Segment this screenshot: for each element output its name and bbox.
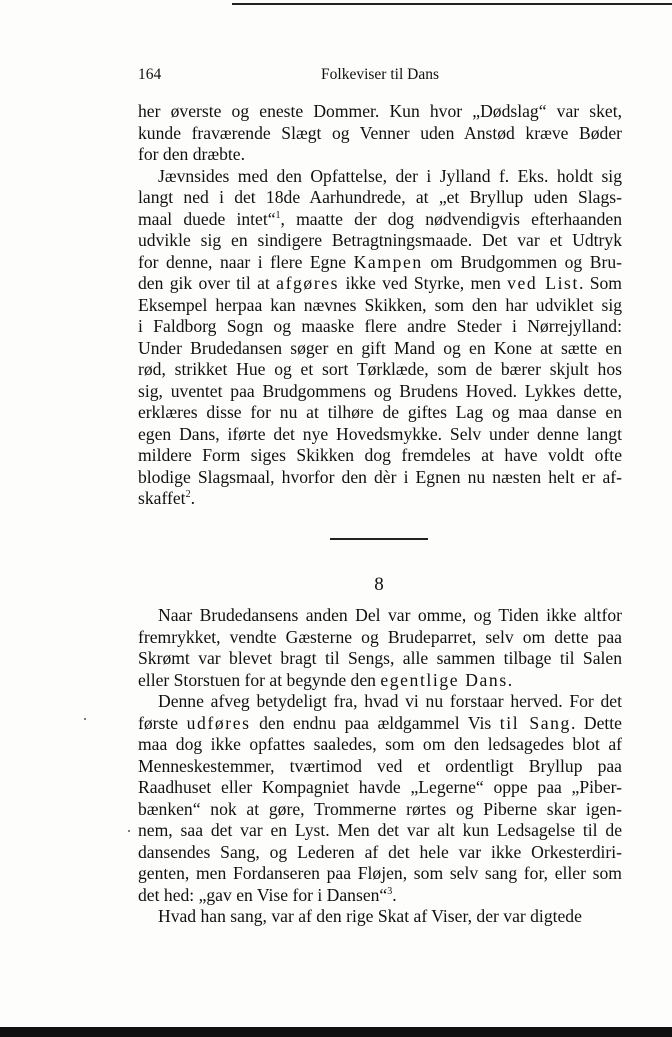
text-line: langt ned i det 18de Aarhundrede, at „et Bryllup uden Slags- <box>138 187 622 207</box>
text-line: Denne afveg betydeligt fra, hvad vi nu forstaar herved. For det <box>158 691 622 711</box>
text-line: for den dræbte. <box>138 144 245 164</box>
spaced-emphasis: udføres <box>186 712 251 733</box>
text-run: skaffet <box>138 488 186 508</box>
text-line: bænken“ nok at gøre, Trommerne rørtes og Piberne skar igen- <box>138 798 622 819</box>
text-run: maal duede intet“ <box>138 208 276 229</box>
text-line: her øverste og eneste Dommer. Kun hvor „Dødslag“ var sket, <box>138 101 622 121</box>
text-line <box>138 273 622 295</box>
text-line <box>138 670 622 692</box>
text-run: ikke ved Styrke, men <box>339 273 508 293</box>
text-run: . Dette <box>570 712 622 733</box>
text-line: mildere Form siges Skikken dog fremdeles at have voldt ofte <box>138 445 622 465</box>
text-run: første <box>138 712 187 733</box>
running-title: Folkeviser til Dans <box>321 66 439 83</box>
text-line <box>138 252 622 274</box>
spaced-emphasis: ved List <box>507 273 579 293</box>
text-line <box>138 209 622 231</box>
text-line: maa dog ikke opfattes saaledes, som om den ledsagedes blot af <box>138 734 622 754</box>
text-line: rød, strikket Hue og et sort Tørklæde, som de bærer skjult hos <box>138 359 622 379</box>
text-run: for denne, naar i flere Egne <box>138 251 354 272</box>
text-run: den gik over til at <box>138 273 277 293</box>
footnote-mark: 3 <box>387 885 393 897</box>
text-line: Under Brudedansen søger en gift Mand og en Kone at sætte en <box>138 337 622 358</box>
scan-speck <box>128 830 130 832</box>
text-line: i Faldborg Sogn og maaske flere andre Steder i Nørrejylland: <box>138 316 622 336</box>
text-line: kunde fraværende Slægt og Venner uden Anstød kræve Bøder <box>138 122 622 143</box>
text-line: egen Dans, iførte det nye Hovedsmykke. Selv under denne langt <box>138 423 622 444</box>
section-divider <box>330 538 428 540</box>
text-line: dansendes Sang, og Lederen af det hele var ikke Orkesterdiri- <box>138 841 622 862</box>
text-run: om Brudgommen og Bru- <box>422 251 622 272</box>
text-line <box>138 885 622 907</box>
text-run: , maatte der dog nødvendigvis efterhaanden <box>280 208 622 229</box>
text-line: fremrykket, vendte Gæsterne og Brudeparret, selv om dette paa <box>138 626 622 647</box>
footnote-mark: 2 <box>185 489 191 500</box>
text-run: den endnu paa ældgammel Vis <box>250 712 500 733</box>
text-line: Skrømt var blevet bragt til Sengs, alle sammen tilbage til Salen <box>138 648 622 668</box>
text-line: erklæres disse for nu at tilhøre de giftes Lag og maa danse en <box>138 402 622 422</box>
top-edge-rule <box>232 3 672 5</box>
spaced-emphasis: afgøres <box>276 273 340 293</box>
text-line: genten, men Fordanseren paa Fløjen, som selv sang for, eller som <box>138 863 622 883</box>
text-line: Raadhuset eller Kompagniet havde „Legerne“ oppe paa „Piber- <box>138 777 622 797</box>
section-number: 8 <box>374 574 384 595</box>
text-run: . <box>392 884 397 905</box>
text-line: Naar Brudedansens anden Del var omme, og Tiden ikke altfor <box>158 605 622 625</box>
text-line: blodige Slagsmaal, hvorfor den dèr i Egnen nu næsten helt er af- <box>138 466 622 487</box>
spaced-emphasis: egentlige Dans <box>380 669 508 690</box>
text-line: Eksempel herpaa kan nævnes Skikken, som den har udviklet sig <box>138 294 622 315</box>
footnote-mark: 1 <box>275 209 281 221</box>
text-line <box>138 713 622 735</box>
page-number: 164 <box>138 66 162 83</box>
text-line: Jævnsides med den Opfattelse, der i Jylland f. Eks. holdt sig <box>158 165 622 186</box>
text-line: sig, uventet paa Brudgommens og Brudens Hoved. Lykkes dette, <box>138 380 622 401</box>
text-block-lower <box>138 605 622 928</box>
text-line: Hvad han sang, var af den rige Skat af Viser, der var digtede <box>158 906 582 926</box>
spaced-emphasis: til Sang <box>499 712 571 733</box>
text-line: udvikle sig en sindigere Betragtningsmaade. Det var et Udtryk <box>138 230 622 250</box>
text-line <box>138 488 622 510</box>
spaced-emphasis: Kampen <box>353 251 423 272</box>
text-line: nem, saa det var en Lyst. Men det var alt kun Ledsagelse til de <box>138 820 622 840</box>
text-run: . <box>190 488 195 508</box>
text-run: . Som <box>579 273 622 293</box>
bottom-edge-band <box>0 1027 672 1037</box>
text-block-upper <box>138 101 622 510</box>
text-run: det hed: „gav en Vise for i Dansen“ <box>138 884 388 905</box>
scan-speck <box>84 718 86 720</box>
page-header <box>138 66 622 88</box>
text-run: eller Storstuen for at begynde den <box>138 669 381 690</box>
text-line: Menneskestemmer, tværtimod ved et ordentligt Bryllup paa <box>138 755 622 776</box>
text-run: . <box>507 669 513 690</box>
